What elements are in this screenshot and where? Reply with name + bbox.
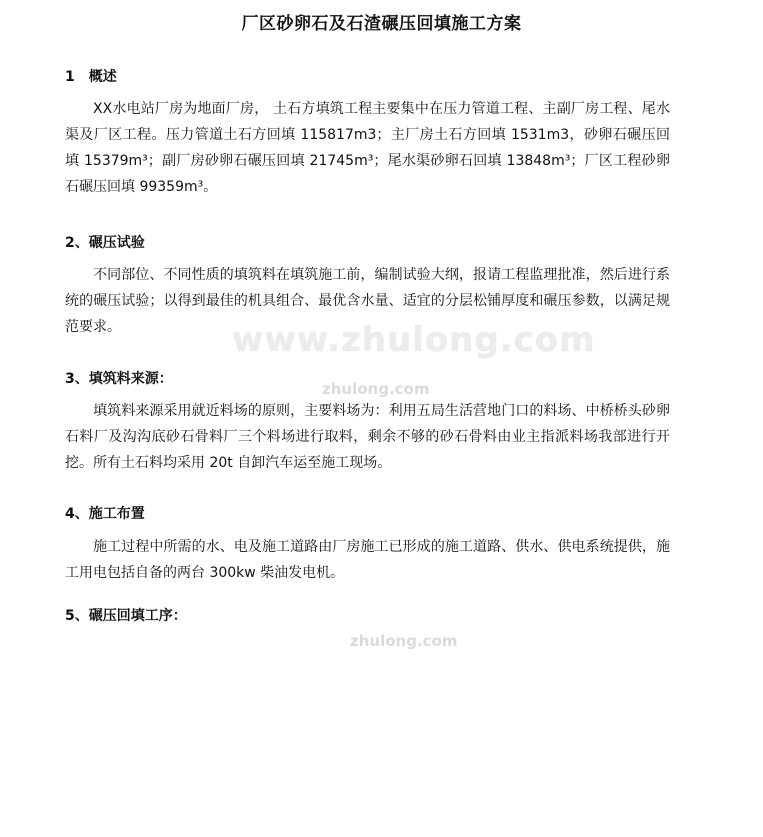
watermark-main: www.zhulong.com bbox=[232, 320, 596, 360]
section-4-paragraph bbox=[65, 534, 670, 586]
document-title: 厂区砂卵石及石渣碾压回填施工方案 bbox=[241, 14, 522, 34]
section-5-heading: 5、碾压回填工序： bbox=[65, 608, 187, 624]
section-1-heading: 1 概述 bbox=[65, 69, 117, 85]
section-2-paragraph bbox=[65, 262, 670, 340]
section-3-text: 填筑料来源采用就近料场的原则，主要料场为：利用五局生活营地门口的料场、中桥桥头砂卵石料厂及沟沟底砂石骨料厂三个料场进行取料，剩余不够的砂石骨料由业主指派料场我部进行开挖。所有土石料均采用 20t 自卸汽车运至施工现场。 bbox=[65, 403, 670, 471]
watermark-small-2: zhulong.com bbox=[350, 632, 458, 650]
section-4-heading: 4、施工布置 bbox=[65, 506, 145, 522]
section-1-text: XX水电站厂房为地面厂房， 土石方填筑工程主要集中在压力管道工程、主副厂房工程、尾水渠及厂区工程。压力管道土石方回填 115817m3；主厂房土石方回填 1531m3，砂卵石碾压回填 15379m³；副厂房砂卵石碾压回填 21745m³；尾水渠砂卵石回填 13848m³；厂区工程砂卵石碾压回填 99359m³。 bbox=[65, 101, 670, 195]
section-3-heading: 3、填筑料来源： bbox=[65, 371, 173, 387]
section-4-text: 施工过程中所需的水、电及施工道路由厂房施工已形成的施工道路、供水、供电系统提供，施工用电包括自备的两台 300kw 柴油发电机。 bbox=[65, 539, 670, 581]
watermark-small-1: zhulong.com bbox=[322, 380, 430, 398]
section-2-text: 不同部位、不同性质的填筑料在填筑施工前，编制试验大纲，报请工程监理批准，然后进行系统的碾压试验；以得到最佳的机具组合、最优含水量、适宜的分层松铺厚度和碾压参数，以满足规范要求。 bbox=[65, 267, 670, 335]
section-1-paragraph bbox=[65, 96, 670, 200]
section-3-paragraph bbox=[65, 398, 670, 476]
section-2-heading: 2、碾压试验 bbox=[65, 235, 145, 251]
